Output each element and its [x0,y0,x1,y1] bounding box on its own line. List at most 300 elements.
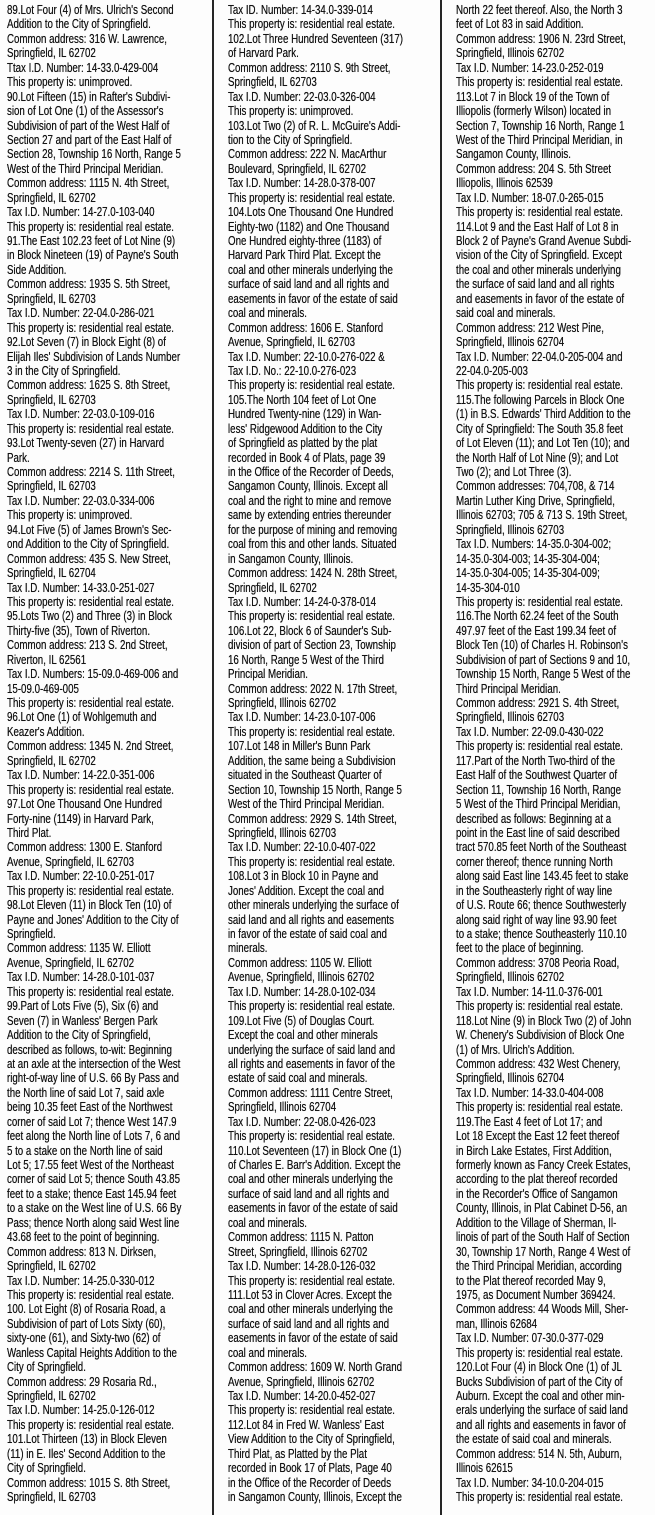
text-line: This property is: residential real estate. [7,593,175,609]
text-line: Park. [7,449,30,465]
text-line: coal and minerals. [228,305,307,321]
text-line: Common address: 1424 N. 28th Street, [228,565,398,581]
text-line: in the Recorder's Office of Sangamon [456,1185,618,1201]
text-line: Harvard Park Third Plat. Except the [228,247,381,263]
text-line: 119.The East 4 feet of Lot 17; and [456,1113,603,1129]
text-line: minerals. [228,940,268,956]
text-line: Springfield, IL 62703 [228,74,317,90]
text-line: erals underlying the surface of said land [456,1402,628,1418]
text-line: 15-09.0-469-005 [7,680,79,696]
text-line: recorded in Book 17 of Plats, Page 40 [228,1460,392,1476]
text-line: This property is: residential real estate. [228,1272,396,1288]
text-line: Tax I.D. Number: 14-28.0-102-034 [228,983,376,999]
text-line: along said East line 143.45 feet to stake [456,868,629,884]
text-line: Springfield, IL 62702 [228,579,317,595]
text-line: Section 27 and part of the East Half of [7,131,172,147]
text-line: Springfield, IL 62702 [7,752,96,768]
text-line: Springfield, IL 62702 [7,1388,96,1403]
text-line: 118.Lot Nine (9) in Block Two (2) of John [456,1012,632,1028]
text-line: less' Ridgewood Addition to the City [228,420,383,436]
text-line: 94.Lot Five (5) of James Brown's Sec- [7,521,172,537]
text-line: Tax I.D. Number: 14-33.0-251-027 [7,579,155,595]
text-line: the coal and other minerals underlying [456,261,621,277]
text-line: Tax I.D. Number: 14-23.0-107-006 [228,709,376,725]
text-line: This property is: residential real estate. [7,319,175,335]
text-line: at an axle at the intersection of the West [7,1055,181,1071]
text-line: Tax I.D. Number: 14-28.0-378-007 [228,175,376,191]
text-line: This property is: residential real estate. [228,1402,396,1418]
text-line: division of part of Section 23, Township [228,637,396,653]
text-line: surface of said land and all rights and [228,1185,390,1201]
text-line: Tax I.D. Number: 22-09.0-430-022 [456,723,604,739]
text-line: Tax I.D. Number: 07-30.0-377-029 [456,1330,604,1346]
text-line: 14-35-304-010 [456,579,520,595]
text-line: corner of said Lot 7; thence West 147.9 [7,1113,177,1129]
text-line: Sangamon County, Illinois. [456,146,571,162]
text-line: Tax I.D. Number: 22-03.0-109-016 [7,406,155,422]
text-line: estate of said coal and minerals. [228,1070,368,1086]
text-line: Common address: 1300 E. Stanford [7,839,163,855]
text-line: in the Office of the Recorder of Deeds, [228,464,394,479]
text-line: City of Springfield: The South 35.8 feet [456,420,623,436]
text-line: coal from this and other lands. Situated [228,536,397,552]
text-line: of Harvard Park. [228,45,299,61]
text-line: along said right of way line 93.90 feet [456,911,617,927]
text-line: in the Southeasterly right of way line [456,882,613,898]
text-line: linois of part of the South Half of Section [456,1229,630,1245]
text-line: Forty-nine (1149) in Harvard Park, [7,810,154,826]
text-line: (1) of Mrs. Ulrich's Addition. [456,1041,575,1057]
text-line: Section 7, Township 16 North, Range 1 [456,117,625,133]
text-line: Common address: 1015 S. 8th Street, [7,1474,171,1490]
text-line: This property is: residential real estate. [228,723,396,739]
text-line: Subdivision of part of Lots Sixty (60), [7,1315,166,1331]
text-line: 116.The North 62.24 feet of the South [456,608,619,624]
text-line: Common address: 432 West Chenery, [456,1055,621,1071]
text-line: Springfield, Illinois 62704 [456,1070,565,1086]
text-line: Springfield, Illinois 62703 [228,824,337,840]
text-line: for the purpose of mining and removing [228,521,398,537]
text-line: Tax I.D. Number: 14-33.0-404-008 [456,1084,604,1100]
text-line: in Sangamon County, Illinois. [228,550,354,566]
text-line: same by extending entries thereunder [228,507,392,523]
text-line: formerly known as Fancy Creek Estates, [456,1157,631,1172]
text-line: Tax I.D. Number: 22-03.0-326-004 [228,88,376,104]
text-line: Tax I.D. Number: 22-10.0-407-022 [228,839,376,855]
text-line: Addition to the City of Springfield, [7,1027,151,1043]
text-line: This property is: residential real estate. [7,781,175,797]
text-line: Tax I.D. Number: 22-04.0-286-021 [7,305,155,321]
text-line: Thirty-five (35), Town of Riverton. [7,622,151,638]
text-line: This property is: residential real estate. [7,1286,175,1302]
text-line: coal and other minerals underlying the [228,1171,393,1187]
text-line: Tax I.D. Number: 22-03.0-334-006 [7,492,155,508]
text-line: easements in favor of the estate of said [228,1200,398,1216]
text-line: right-of-way line of U.S. 66 By Pass and [7,1070,179,1086]
text-line: Illiopolis (formerly Wilson) located in [456,103,612,119]
text-line: Tax I.D. Number: 22-04.0-205-004 and [456,348,623,364]
text-line: 14-35.0-304-003; 14-35-304-004; [456,550,600,566]
text-line: 103.Lot Two (2) of R. L. McGuire's Addi- [228,117,401,133]
text-line: Payne and Jones' Addition to the City of [7,911,179,927]
text-line: Avenue, Springfield, Illinois 62702 [228,969,375,985]
text-line: Tax I.D. Number: 14-25.0-126-012 [7,1402,155,1418]
text-line: corner of said Lot 5; thence South 43.85 [7,1171,180,1187]
text-line: Ttax I.D. Number: 14-33.0-429-004 [7,59,159,75]
text-line: West of the Third Principal Meridian, in [456,131,623,147]
text-line: 14-35.0-304-005; 14-35-304-009; [456,565,600,581]
text-line: tract 570.85 feet North of the Southeast [456,839,627,855]
text-line: underlying the surface of said land and [228,1041,396,1057]
text-line: This property is: residential real estate. [456,1099,624,1115]
text-line: Lot 5; 17.55 feet West of the Northeast [7,1157,174,1172]
text-line: feet to a stake; thence East 145.94 feet [7,1185,177,1201]
text-line: Tax I.D. Numbers: 14-35.0-304-002; [456,536,612,552]
text-line: and easements in favor of the estate of [456,290,625,306]
text-line: Springfield, IL 62704 [7,565,96,581]
text-line: Springfield, IL 62702 [7,1258,96,1274]
text-line: described as follows, to-wit: Beginning [7,1041,172,1057]
text-line: Common address: 2929 S. 14th Street, [228,810,397,826]
text-line: the North line of said Lot 7, said axle [7,1084,165,1100]
text-line: West of the Third Principal Meridian. [7,160,164,176]
text-line: Common address: 514 N. 5th, Auburn, [456,1445,622,1461]
text-line: Tax I.D. Number: 14-22.0-351-006 [7,767,155,783]
text-line: Common address: 213 S. 2nd Street, [7,637,168,653]
text-line: This property is: residential real estate. [228,853,396,869]
text-line: Section 10, Township 15 North, Range 5 [228,781,402,797]
text-line: Common address: 813 N. Dirksen, [7,1243,157,1259]
text-line: vision of the City of Springfield. Except [456,247,622,263]
text-line: feet along the North line of Lots 7, 6 and [7,1128,180,1144]
text-line: Side Addition. [7,261,67,277]
text-line: Seven (7) in Wanless' Bergen Park [7,1012,158,1028]
text-line: This property is: residential real estate. [228,16,396,32]
text-line: This property is: residential real estate. [456,204,624,220]
text-line: Sangamon County, Illinois. Except all [228,478,388,494]
text-line: Common address: 1111 Centre Street, [228,1084,393,1100]
column-divider-1 [212,0,214,1515]
text-line: This property is: residential real estate. [456,74,624,90]
text-line: Common address: 3708 Peoria Road, [456,954,620,970]
text-line: This property is: residential real estate. [456,377,624,393]
text-line: This property is: residential real estate. [7,983,175,999]
text-line: This property is: residential real estate. [7,218,175,234]
text-line: This property is: residential real estate. [228,998,396,1014]
text-line: Tax I.D. Number: 14-23.0-252-019 [456,59,604,75]
text-line: coal and the right to mine and remove [228,492,392,508]
text-line: the North Half of Lot Nine (9); and Lot [456,449,619,465]
text-line: West of the Third Principal Meridian. [228,796,385,812]
text-line: according to the plat thereof recorded [456,1171,618,1187]
text-line: This property is: unimproved. [7,74,133,90]
text-line: the surface of said land and all rights [456,276,615,292]
text-line: Subdivision of part of the West Half of [7,117,170,133]
text-line: 115.The following Parcels in Block One [456,391,625,407]
text-line: sixty-one (61), and Sixty-two (62) of [7,1330,161,1346]
text-line: Common address: 212 West Pine, [456,319,604,335]
text-line: 109.Lot Five (5) of Douglas Court. [228,1012,375,1028]
text-line: North 22 feet thereof. Also, the North 3 [456,2,623,17]
text-line: Common address: 222 N. MacArthur [228,146,387,162]
text-line: This property is: residential real estate. [456,738,624,754]
text-line: Wanless Capital Heights Addition to the [7,1344,177,1360]
text-line: Except the coal and other minerals [228,1027,378,1043]
text-line: Third Plat. [7,824,52,840]
text-line: Illinois 62703; 705 & 713 S. 19th Street, [456,507,628,523]
text-line: 96.Lot One (1) of Wohlgemuth and [7,709,157,725]
text-line: Third Principal Meridian. [456,680,561,696]
text-line: 113.Lot 7 in Block 19 of the Town of [456,88,610,104]
text-line: 5 to a stake on the North line of said [7,1142,163,1158]
text-line: Tax I.D. Number: 34-10.0-204-015 [456,1474,604,1490]
text-line: This property is: residential real estate. [7,420,175,436]
text-line: of Charles E. Barr's Addition. Except the [228,1157,401,1172]
text-line: Martin Luther King Drive, Springfield, [456,492,615,508]
text-line: Addition to the City of Springfield. [7,16,151,32]
text-line: the estate of said coal and minerals. [456,1431,612,1447]
text-line: Springfield, Illinois 62704 [228,1099,337,1115]
text-line: Jones' Addition. Except the coal and [228,882,384,898]
text-line: easements in favor of the estate of said [228,290,398,306]
text-line: of Lot Eleven (11); and Lot Ten (10); and [456,435,630,451]
text-line: Springfield, IL 62703 [7,1489,96,1505]
text-line: Tax I.D. Number: 22-10.0-276-022 & [228,348,385,364]
text-line: Boulevard, Springfield, IL 62702 [228,160,367,176]
text-line: all rights and easements in favor of the [228,1055,396,1071]
text-line: in Sangamon County, Illinois, Except the [228,1489,402,1505]
text-line: sion of Lot One (1) of the Assessor's [7,103,164,119]
text-line: Common address: 204 S. 5th Street [456,160,612,176]
text-line: Springfield, IL 62702 [7,189,96,205]
text-line: Common address: 44 Woods Mill, Sher- [456,1301,629,1317]
text-line: Street, Springfield, Illinois 62702 [228,1243,368,1259]
text-line: Common address: 2921 S. 4th Street, [456,695,620,710]
text-line: Common address: 2022 N. 17th Street, [228,680,398,696]
text-line: the Third Principal Meridian, according [456,1258,622,1274]
text-line: Principal Meridian. [228,666,308,682]
text-line: coal and minerals. [228,1214,307,1230]
text-line: (1) in B.S. Edwards' Third Addition to the [456,406,631,422]
text-line: 93.Lot Twenty-seven (27) in Harvard [7,435,165,451]
text-line: Tax ID. Number: 14-34.0-339-014 [228,2,373,17]
text-line: Riverton, IL 62561 [7,651,87,667]
text-line: 99.Part of Lots Five (5), Six (6) and [7,998,159,1014]
text-line: 497.97 feet of the East 199.34 feet of [456,622,617,638]
text-line: 16 North, Range 5 West of the Third [228,651,384,667]
text-line: Common address: 2110 S. 9th Street, [228,59,391,75]
text-line: 91.The East 102.23 feet of Lot Nine (9) [7,233,176,248]
text-line: 92.Lot Seven (7) in Block Eight (8) of [7,334,166,350]
text-line: Common address: 2214 S. 11th Street, [7,464,175,479]
text-line: Block Ten (10) of Charles H. Robinson's [456,637,628,653]
text-line: 22-04.0-205-003 [456,362,528,378]
text-line: 112.Lot 84 in Fred W. Wanless' East [228,1416,384,1432]
text-line: Common address: 1115 N. 4th Street, [7,175,170,191]
text-line: East Half of the Southwest Quarter of [456,767,618,783]
text-line: W. Chenery's Subdivision of Block One [456,1027,625,1043]
text-line: Third Plat, as Platted by the Plat [228,1445,367,1461]
text-line: 100. Lot Eight (8) of Rosaria Road, a [7,1301,166,1317]
text-line: Tax I.D. Numbers: 15-09.0-469-006 and [7,666,179,682]
text-line: man, Illinois 62684 [456,1315,538,1331]
text-line: 104.Lots One Thousand One Hundred [228,204,394,220]
text-line: Common address: 1345 N. 2nd Street, [7,738,174,754]
text-line: 30, Township 17 North, Range 4 West of [456,1243,631,1259]
text-line: This property is: residential real estate. [7,695,175,710]
text-line: surface of said land and all rights and [228,1315,390,1331]
text-line: tion to the City of Springfield. [228,131,353,147]
text-line: Springfield, Illinois 62703 [456,709,565,725]
text-line: Common address: 1135 W. Elliott [7,940,151,956]
text-line: 120.Lot Four (4) in Block One (1) of JL [456,1359,622,1375]
text-line: View Addition to the City of Springfield, [228,1431,395,1447]
text-line: of U.S. Route 66; thence Southwesterly [456,897,627,913]
text-line: One Hundred eighty-three (1183) of [228,233,382,248]
text-line: 97.Lot One Thousand One Hundred [7,796,162,812]
text-line: County, Illinois, in Plat Cabinet D-56, an [456,1200,628,1216]
text-line: This property is: residential real estate. [456,1489,624,1505]
text-line: Tax I.D. Number: 22-10.0-251-017 [7,868,155,884]
text-line: 117.Part of the North Two-third of the [456,752,616,768]
text-line: 108.Lot 3 in Block 10 in Payne and [228,868,379,884]
text-line: This property is: residential real estate. [228,377,396,393]
text-line: Elijah Iles' Subdivision of Lands Number [7,348,181,364]
text-line: This property is: residential real estate. [456,1344,624,1360]
text-line: This property is: residential real estate. [228,189,396,205]
text-line: City of Springfield. [7,1460,86,1476]
text-line: Common address: 1105 W. Elliott [228,954,372,970]
text-line: Addition, the same being a Subdivision [228,752,396,768]
text-line: Springfield. [7,926,56,941]
text-line: Common address: 29 Rosaria Rd., [7,1373,157,1389]
text-line: in Birch Lake Estates, First Addition, [456,1142,612,1158]
text-line: feet to the place of beginning. [456,940,584,956]
text-line: This property is: unimproved. [7,507,133,523]
text-line: Springfield, Illinois 62702 [228,695,337,710]
text-line: Pass; thence North along said West line [7,1214,180,1230]
text-line: Tax I.D. Number: 22-08.0-426-023 [228,1113,376,1129]
text-line: 110.Lot Seventeen (17) in Block One (1) [228,1142,402,1158]
text-line: This property is: residential real estate. [7,1416,175,1432]
text-line: 114.Lot 9 and the East Half of Lot 8 in [456,218,619,234]
text-line: Springfield, IL 62702 [7,45,96,61]
text-line: in Block Nineteen (19) of Payne's South [7,247,179,263]
text-line: Common addresses: 704,708, & 714 [456,478,615,494]
text-line: Eighty-two (1182) and One Thousand [228,218,390,234]
text-line: This property is: residential real estate. [456,593,624,609]
text-line: in the Office of the Recorder of Deeds [228,1474,392,1490]
text-line: Tax I.D. No.: 22-10.0-276-023 [228,362,357,378]
text-line: Springfield, IL 62703 [7,391,96,407]
text-line: Springfield, IL 62703 [7,478,96,494]
text-line: 107.Lot 148 in Miller's Bunn Park [228,738,371,754]
text-line: other minerals underlying the surface of [228,897,399,913]
text-line: 95.Lots Two (2) and Three (3) in Block [7,608,173,624]
text-line: and all rights and easements in favor of [456,1416,626,1432]
text-line: point in the East line of said described [456,824,620,840]
text-line: Common address: 1935 S. 5th Street, [7,276,171,292]
text-line: coal and other minerals underlying the [228,261,393,277]
text-line: being 10.35 feet East of the Northwest [7,1099,173,1115]
text-line: Block 2 of Payne's Grand Avenue Subdi- [456,233,632,248]
text-line: Hundred Twenty-nine (129) in Wan- [228,406,382,422]
text-line: to a stake on the West line of U.S. 66 By [7,1200,182,1216]
text-line: Tax I.D. Number: 14-11.0-376-001 [456,983,603,999]
text-line: Common address: 316 W. Lawrence, [7,30,167,46]
text-line: 90.Lot Fifteen (15) in Rafter's Subdivi- [7,88,171,104]
text-line: Section 11, Township 16 North, Range [456,781,622,797]
text-line: Tax I.D. Number: 14-20.0-452-027 [228,1388,376,1403]
text-line: situated in the Southeast Quarter of [228,767,382,783]
text-line: This property is: residential real estate. [456,998,624,1014]
text-line: This property is: unimproved. [228,103,354,119]
text-line: Avenue, Springfield, IL 62703 [228,334,356,350]
text-line: Township 15 North, Range 5 West of the [456,666,631,682]
text-line: Common address: 1115 N. Patton [228,1229,374,1245]
text-line: Springfield, Illinois 62703 [456,521,565,537]
text-line: said land and all rights and easements [228,911,394,927]
text-line: Common address: 435 S. New Street, [7,550,171,566]
text-line: Common address: 1606 E. Stanford [228,319,384,335]
text-line: 98.Lot Eleven (11) in Block Ten (10) of [7,897,172,913]
text-line: Bucks Subdivision of part of the City of [456,1373,623,1389]
text-line: Addition to the Village of Sherman, Il- [456,1214,617,1230]
text-line: Springfield, IL 62703 [7,290,96,306]
text-line: of Springfield as platted by the plat [228,435,378,451]
text-line: Avenue, Springfield, IL 62703 [7,853,135,869]
notice-column-2 [228,3,428,1505]
text-line: described as follows: Beginning at a [456,810,612,826]
text-line: This property is: residential real estate. [228,1128,396,1144]
text-line: feet of Lot 83 in said Addition. [456,16,584,32]
text-line: 111.Lot 53 in Clover Acres. Except the [228,1286,392,1302]
text-line: Illiopolis, Illinois 62539 [456,175,553,191]
text-line: 3 in the City of Springfield. [7,362,121,378]
text-line: Tax I.D. Number: 18-07.0-265-015 [456,189,604,205]
text-line: Common address: 1609 W. North Grand [228,1359,403,1375]
text-line: Two (2); and Lot Three (3). [456,464,572,479]
text-line: This property is: residential real estate. [7,882,175,898]
text-line: Tax I.D. Number: 14-28.0-101-037 [7,969,155,985]
text-line: ond Addition to the City of Springfield. [7,536,170,552]
text-line: (11) in E. Iles' Second Addition to the [7,1445,166,1461]
text-line: Springfield, Illinois 62702 [456,969,565,985]
text-line: 1975, as Document Number 369424. [456,1286,616,1302]
notice-column-1 [7,3,207,1505]
text-line: corner thereof; thence running North [456,853,613,869]
text-line: 105.The North 104 feet of Lot One [228,391,377,407]
text-line: Avenue, Springfield, Illinois 62702 [228,1373,375,1389]
text-line: to the Plat thereof recorded May 9, [456,1272,606,1288]
text-line: 101.Lot Thirteen (13) in Block Eleven [7,1431,167,1447]
text-line: 89.Lot Four (4) of Mrs. Ulrich's Second [7,2,174,17]
text-line: coal and other minerals underlying the [228,1301,393,1317]
text-line: Springfield, Illinois 62704 [456,334,565,350]
text-line: This property is: residential real estate. [228,608,396,624]
text-line: Common address: 1906 N. 23rd Street, [456,30,626,46]
column-divider-2 [440,0,442,1515]
text-line: recorded in Book 4 of Plats, page 39 [228,449,386,465]
text-line: coal and minerals. [228,1344,307,1360]
text-line: Keazer's Addition. [7,723,85,739]
text-line: surface of said land and all rights and [228,276,390,292]
text-line: Auburn. Except the coal and other min- [456,1388,625,1403]
text-line: to a stake; thence Southeasterly 110.10 [456,926,627,941]
text-line: said coal and minerals. [456,305,556,321]
text-line: Subdivision of part of Sections 9 and 10, [456,651,631,667]
text-line: 43.68 feet to the point of beginning. [7,1229,160,1245]
